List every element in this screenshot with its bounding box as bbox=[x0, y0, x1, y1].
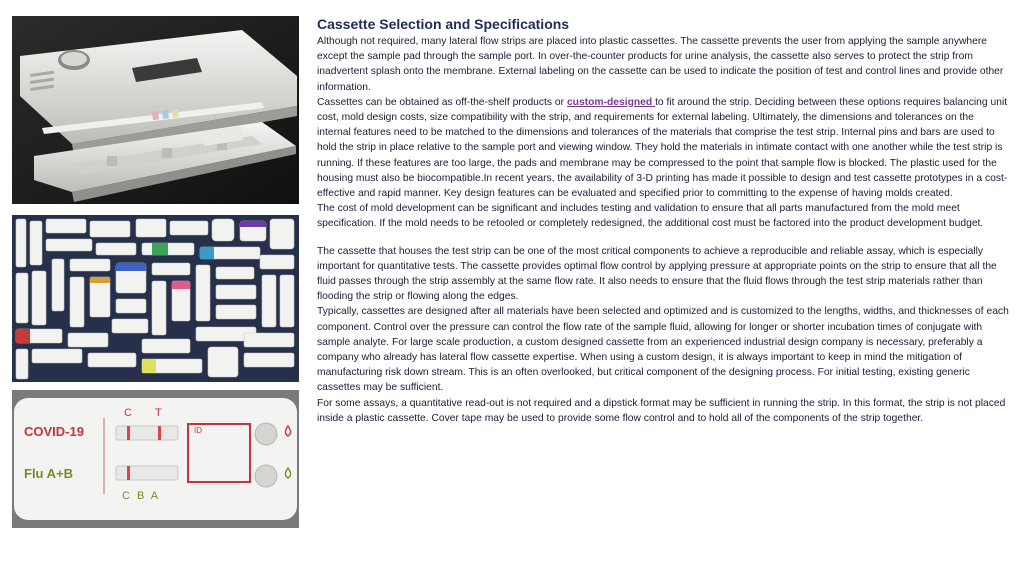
paragraph-6: For some assays, a quantitative read-out is not required and a dipstick format may be sufficient in running the strip. In this format, the strip is not placed inside a plastic cassette. Cover tape may be used to provide some flow control and to hold all of the components of the strip together. bbox=[317, 397, 1006, 424]
paragraph-4: The cassette that houses the test strip can be one of the most critical components to achieve a reproducible and reliable assay, which is especially important for quantitative tests. The cassette provides optimal flow control by applying pressure at appropriate points on the strip to ensure that all the fluid passes through the strip assembly at the same flow rate. It also needs to ensure that the fluid flows through the test strip materials rather than flooding the strip or flowing along the edges. bbox=[317, 245, 997, 303]
paragraph-2-text-a: Cassettes can be obtained as off-the-shelf products or bbox=[317, 96, 567, 108]
cassette-collage bbox=[12, 215, 299, 382]
cassette-product-photo bbox=[12, 16, 299, 204]
id-label: ID bbox=[194, 426, 202, 435]
paragraph-5: Typically, cassettes are designed after all materials have been selected and optimized and is customized to the lengths, widths, and thicknesses of each component. Control over the pressure can control the flow rate of the sample fluid, allowing for longer or shorter incubation times of conjugate with sample analyte. For large scale production, a custom designed cassette from an experienced industrial design company is necessary, preferably a company who already has lateral flow cassette expertise. When using a custom design, it is always important to keep in mind the mitigation of manufacturing risk down stream. This is an often overlooked, but critical component of the designing process. For initial testing, existing generic cassettes may be sufficient. bbox=[317, 306, 1009, 394]
cassette-collection-photo bbox=[12, 215, 299, 382]
paragraph-1: Although not required, many lateral flow strips are placed into plastic cassettes. The cassette prevents the user from applying the sample anywhere except the sample pad through the sample port. In over-the-counter products for urine analysis, the cassette also serves to protect the strip from inadvertent splash onto the membrane. External labeling on the cassette can be used to indicate the position of test and control lines and provide other information. bbox=[317, 36, 1004, 93]
bottom-strip-letters: C B A bbox=[122, 490, 161, 502]
top-strip-letter-t: T bbox=[155, 407, 162, 419]
covid-label: COVID-19 bbox=[24, 424, 84, 439]
cassette-illustration bbox=[12, 16, 299, 204]
paragraph-2 bbox=[317, 95, 1009, 201]
article-text-column bbox=[317, 16, 1009, 426]
top-strip-letter-c: C bbox=[124, 407, 132, 419]
paragraph-2-text-b: to fit around the strip. Deciding between these options requires balancing unit cost, mold design costs, size compatibility with the strip, and requirements for external labeling. Ultimately, the dimensions and tolerances on the internal features need to be matched to the dimensions and tolerances of the materials that comprise the test strip. Internal pins and bars are used to hold the strip in place relative to the sample port and viewing window. They hold the materials in intimate contact with one another while the test strip is running. If these features are too large, the pads and membrane may be compressed to the point that sample flow is blocked. The plastic used for the housing must also be biocompatible.In recent years, the availability of 3-D printing has made it possible to design and test cassette prototypes in a cost-effective and rapid manner. Key design features can be evaluated and specified prior to committing to the expense of having molds created. bbox=[317, 96, 1008, 200]
flu-label: Flu A+B bbox=[24, 466, 73, 481]
custom-designed-link[interactable]: custom-designed bbox=[566, 96, 656, 108]
paragraph-3: The cost of mold development can be significant and includes testing and validation to ensure that all parts manufactured from the mold meet specification. If the mold needs to be retooled or completely redesigned, the additional cost must be factored into the product development budget. bbox=[317, 203, 984, 230]
covid-flu-test-card-photo bbox=[12, 390, 299, 528]
article-heading: Cassette Selection and Specifications bbox=[317, 16, 570, 32]
